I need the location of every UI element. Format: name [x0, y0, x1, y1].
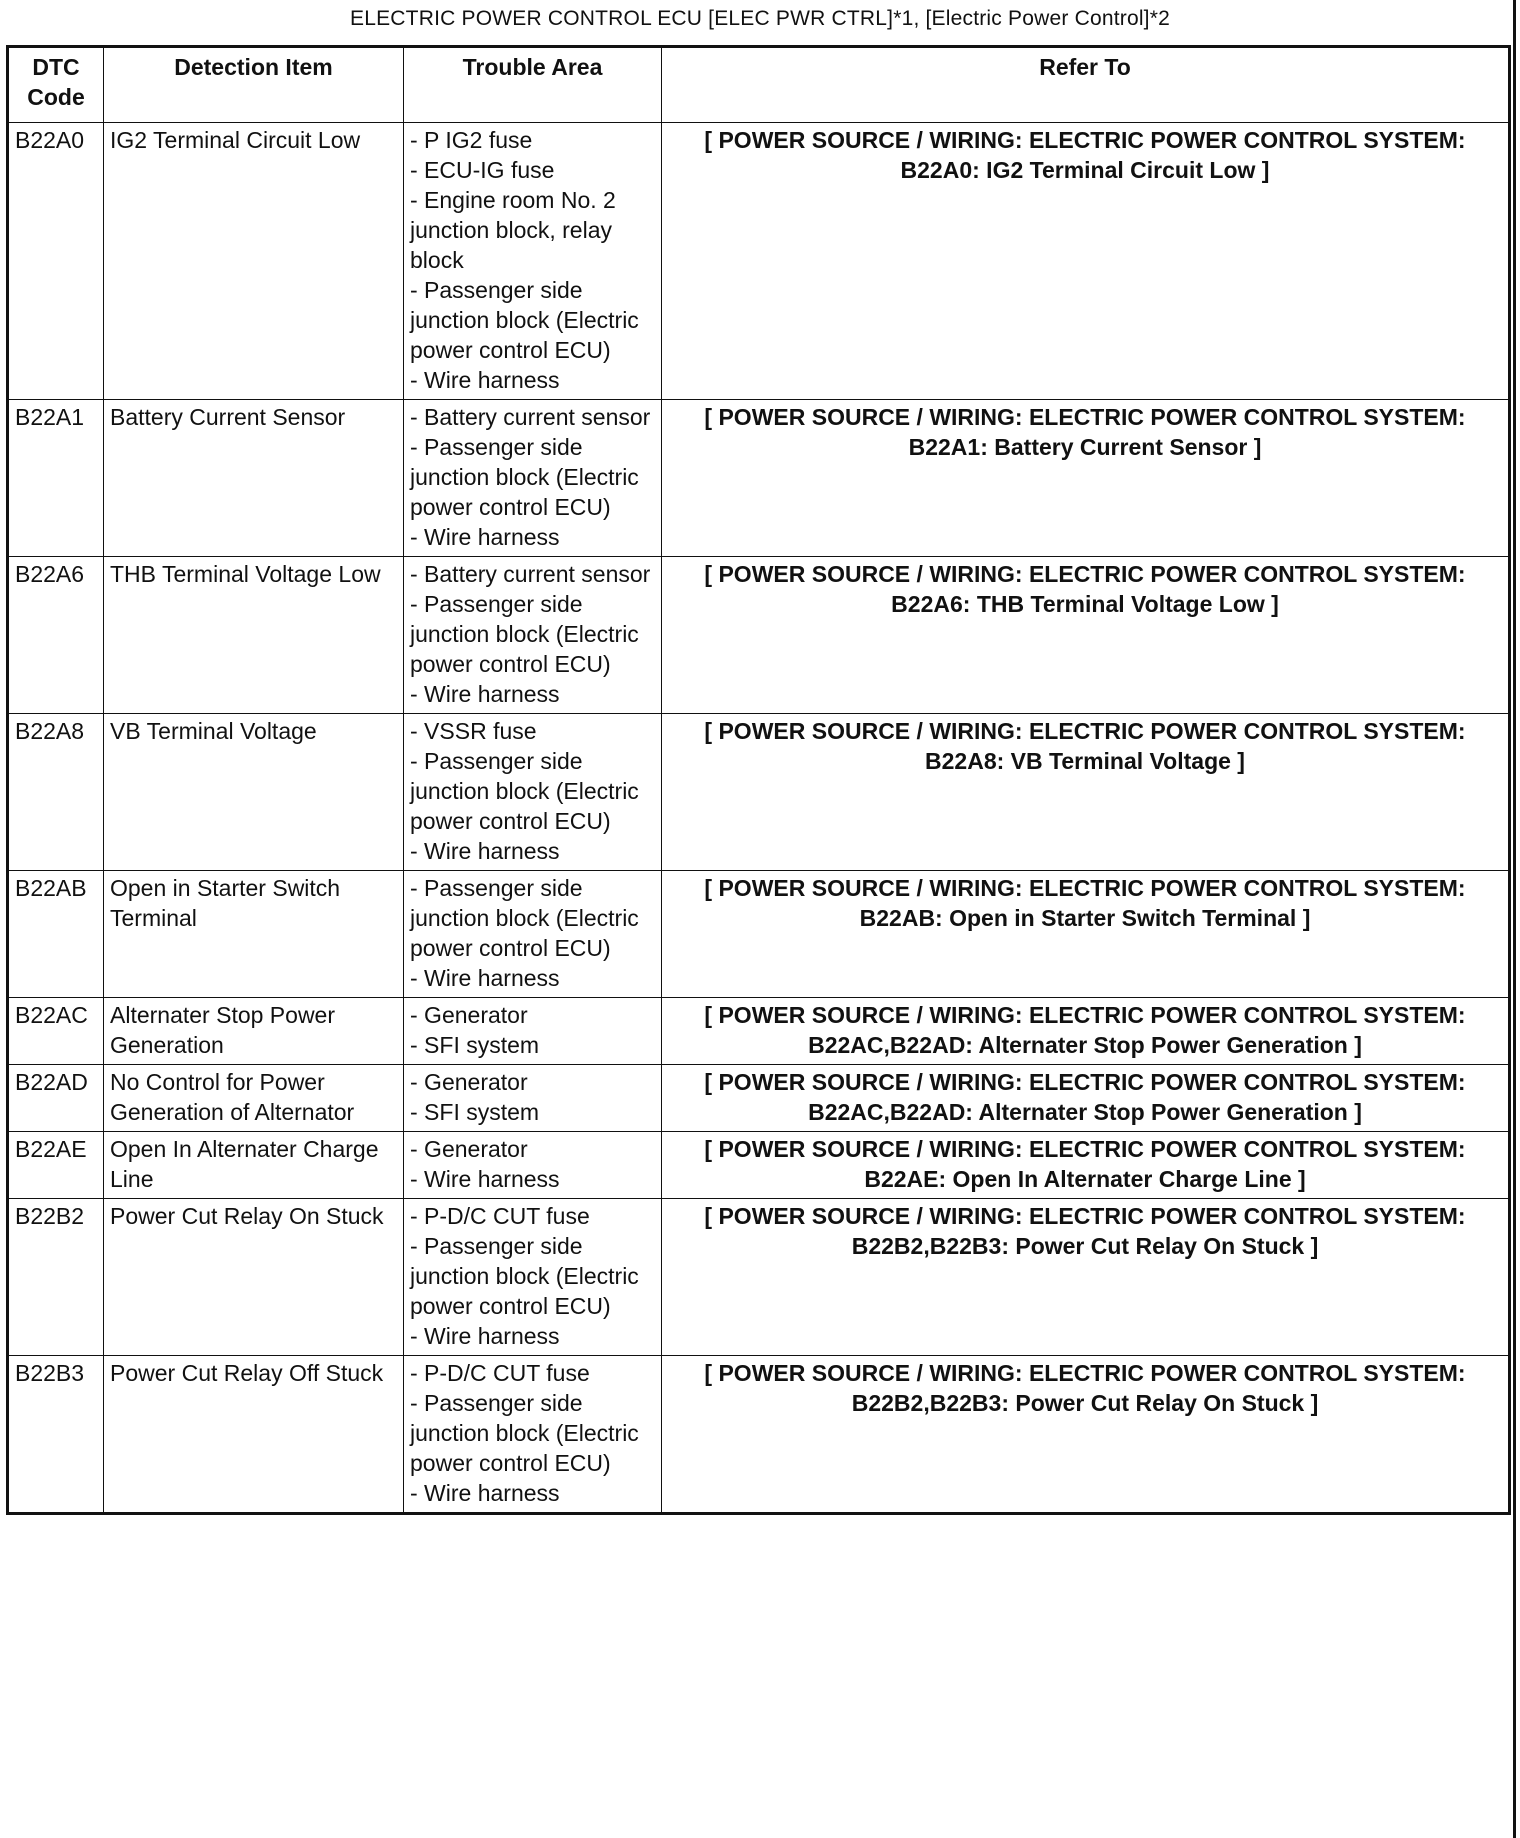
trouble-area-cell — [404, 1065, 662, 1132]
trouble-area-line: - Wire harness — [410, 1480, 560, 1506]
refer-to-link[interactable] — [662, 400, 1510, 557]
refer-to-line: B22A1: Battery Current Sensor ] — [908, 434, 1262, 460]
trouble-area-line: - Battery current sensor — [410, 404, 651, 430]
trouble-area-line: - Passenger side junction block (Electric power control ECU) — [410, 1390, 639, 1476]
trouble-area-line: - Generator — [410, 1136, 528, 1162]
table-row — [8, 998, 1510, 1065]
trouble-area-line: - Generator — [410, 1002, 528, 1028]
refer-to-link[interactable] — [662, 123, 1510, 400]
dtc-code-cell: B22A0 — [8, 123, 104, 400]
refer-to-line: [ POWER SOURCE / WIRING: ELECTRIC POWER CONTROL SYSTEM: — [704, 1136, 1466, 1162]
trouble-area-line: - ECU-IG fuse — [410, 157, 555, 183]
refer-to-line: [ POWER SOURCE / WIRING: ELECTRIC POWER CONTROL SYSTEM: — [704, 1069, 1466, 1095]
detection-item-cell: Open In Alternater Charge Line — [104, 1132, 404, 1199]
refer-to-link[interactable] — [662, 1132, 1510, 1199]
trouble-area-cell — [404, 1132, 662, 1199]
dtc-code-cell: B22AC — [8, 998, 104, 1065]
table-row — [8, 1199, 1510, 1356]
refer-to-line: [ POWER SOURCE / WIRING: ELECTRIC POWER CONTROL SYSTEM: — [704, 875, 1466, 901]
trouble-area-line: - Engine room No. 2 junction block, relay block — [410, 187, 616, 273]
dtc-code-cell: B22A8 — [8, 714, 104, 871]
refer-to-line: [ POWER SOURCE / WIRING: ELECTRIC POWER CONTROL SYSTEM: — [704, 718, 1466, 744]
page-edge-rule — [1513, 0, 1516, 1838]
refer-to-link[interactable] — [662, 998, 1510, 1065]
table-row — [8, 123, 1510, 400]
trouble-area-line: - Wire harness — [410, 1166, 560, 1192]
detection-item-cell: Alternater Stop Power Generation — [104, 998, 404, 1065]
refer-to-link[interactable] — [662, 557, 1510, 714]
refer-to-line: B22AB: Open in Starter Switch Terminal ] — [859, 905, 1311, 931]
table-row — [8, 714, 1510, 871]
trouble-area-cell — [404, 1356, 662, 1514]
trouble-area-line: - Passenger side junction block (Electric power control ECU) — [410, 434, 639, 520]
trouble-area-line: - Generator — [410, 1069, 528, 1095]
refer-to-line: B22AC,B22AD: Alternater Stop Power Generation ] — [808, 1032, 1362, 1058]
refer-to-link[interactable] — [662, 1199, 1510, 1356]
trouble-area-line: - Wire harness — [410, 838, 560, 864]
table-row — [8, 400, 1510, 557]
trouble-area-line: - Passenger side junction block (Electric power control ECU) — [410, 748, 639, 834]
refer-to-line: B22AC,B22AD: Alternater Stop Power Generation ] — [808, 1099, 1362, 1125]
refer-to-line: B22B2,B22B3: Power Cut Relay On Stuck ] — [851, 1390, 1319, 1416]
header-trouble-area: Trouble Area — [404, 47, 662, 123]
table-row — [8, 1065, 1510, 1132]
trouble-area-line: - Wire harness — [410, 367, 560, 393]
refer-to-link[interactable] — [662, 1065, 1510, 1132]
trouble-area-line: - Passenger side junction block (Electric power control ECU) — [410, 875, 639, 961]
trouble-area-line: - Passenger side junction block (Electric power control ECU) — [410, 1233, 639, 1319]
trouble-area-line: - VSSR fuse — [410, 718, 537, 744]
trouble-area-line: - Wire harness — [410, 681, 560, 707]
detection-item-cell: Open in Starter Switch Terminal — [104, 871, 404, 998]
trouble-area-line: - P IG2 fuse — [410, 127, 533, 153]
trouble-area-line: - Passenger side junction block (Electric power control ECU) — [410, 277, 639, 363]
dtc-code-cell: B22A1 — [8, 400, 104, 557]
page-title: ELECTRIC POWER CONTROL ECU [ELEC PWR CTRL]*1, [Electric Power Control]*2 — [350, 7, 1170, 30]
trouble-area-cell — [404, 998, 662, 1065]
table-row — [8, 871, 1510, 998]
detection-item-cell: IG2 Terminal Circuit Low — [104, 123, 404, 400]
trouble-area-cell — [404, 871, 662, 998]
header-dtc-code: DTC Code — [8, 47, 104, 123]
trouble-area-line: - P-D/C CUT fuse — [410, 1360, 590, 1386]
trouble-area-line: - SFI system — [410, 1099, 540, 1125]
table-body — [8, 123, 1510, 1514]
trouble-area-line: - Wire harness — [410, 1323, 560, 1349]
dtc-code-cell: B22AE — [8, 1132, 104, 1199]
header-refer-to: Refer To — [662, 47, 1510, 123]
table-row — [8, 1132, 1510, 1199]
refer-to-line: [ POWER SOURCE / WIRING: ELECTRIC POWER CONTROL SYSTEM: — [704, 1203, 1466, 1229]
trouble-area-cell — [404, 400, 662, 557]
refer-to-line: [ POWER SOURCE / WIRING: ELECTRIC POWER CONTROL SYSTEM: — [704, 127, 1466, 153]
detection-item-cell: VB Terminal Voltage — [104, 714, 404, 871]
refer-to-line: [ POWER SOURCE / WIRING: ELECTRIC POWER CONTROL SYSTEM: — [704, 1360, 1466, 1386]
header-detection-item: Detection Item — [104, 47, 404, 123]
detection-item-cell: Power Cut Relay Off Stuck — [104, 1356, 404, 1514]
trouble-area-line: - Wire harness — [410, 524, 560, 550]
detection-item-cell: THB Terminal Voltage Low — [104, 557, 404, 714]
trouble-area-cell — [404, 557, 662, 714]
refer-to-line: B22A0: IG2 Terminal Circuit Low ] — [900, 157, 1270, 183]
trouble-area-line: - P-D/C CUT fuse — [410, 1203, 590, 1229]
detection-item-cell: Battery Current Sensor — [104, 400, 404, 557]
refer-to-link[interactable] — [662, 871, 1510, 998]
dtc-code-cell: B22AD — [8, 1065, 104, 1132]
trouble-area-cell — [404, 123, 662, 400]
refer-to-line: B22A6: THB Terminal Voltage Low ] — [891, 591, 1279, 617]
table-header-row — [8, 47, 1510, 123]
trouble-area-line: - Battery current sensor — [410, 561, 651, 587]
trouble-area-line: - Passenger side junction block (Electric power control ECU) — [410, 591, 639, 677]
refer-to-link[interactable] — [662, 1356, 1510, 1514]
trouble-area-cell — [404, 1199, 662, 1356]
refer-to-line: [ POWER SOURCE / WIRING: ELECTRIC POWER CONTROL SYSTEM: — [704, 404, 1466, 430]
refer-to-line: B22A8: VB Terminal Voltage ] — [925, 748, 1245, 774]
dtc-code-cell: B22B2 — [8, 1199, 104, 1356]
refer-to-link[interactable] — [662, 714, 1510, 871]
dtc-code-cell: B22AB — [8, 871, 104, 998]
dtc-code-cell: B22B3 — [8, 1356, 104, 1514]
trouble-area-cell — [404, 714, 662, 871]
refer-to-line: B22B2,B22B3: Power Cut Relay On Stuck ] — [851, 1233, 1319, 1259]
refer-to-line: [ POWER SOURCE / WIRING: ELECTRIC POWER CONTROL SYSTEM: — [704, 561, 1466, 587]
refer-to-line: B22AE: Open In Alternater Charge Line ] — [864, 1166, 1306, 1192]
dtc-code-cell: B22A6 — [8, 557, 104, 714]
trouble-area-line: - SFI system — [410, 1032, 540, 1058]
detection-item-cell: No Control for Power Generation of Alternator — [104, 1065, 404, 1132]
refer-to-line: [ POWER SOURCE / WIRING: ELECTRIC POWER CONTROL SYSTEM: — [704, 1002, 1466, 1028]
dtc-table — [6, 45, 1511, 1515]
trouble-area-line: - Wire harness — [410, 965, 560, 991]
table-row — [8, 557, 1510, 714]
detection-item-cell: Power Cut Relay On Stuck — [104, 1199, 404, 1356]
table-row — [8, 1356, 1510, 1514]
